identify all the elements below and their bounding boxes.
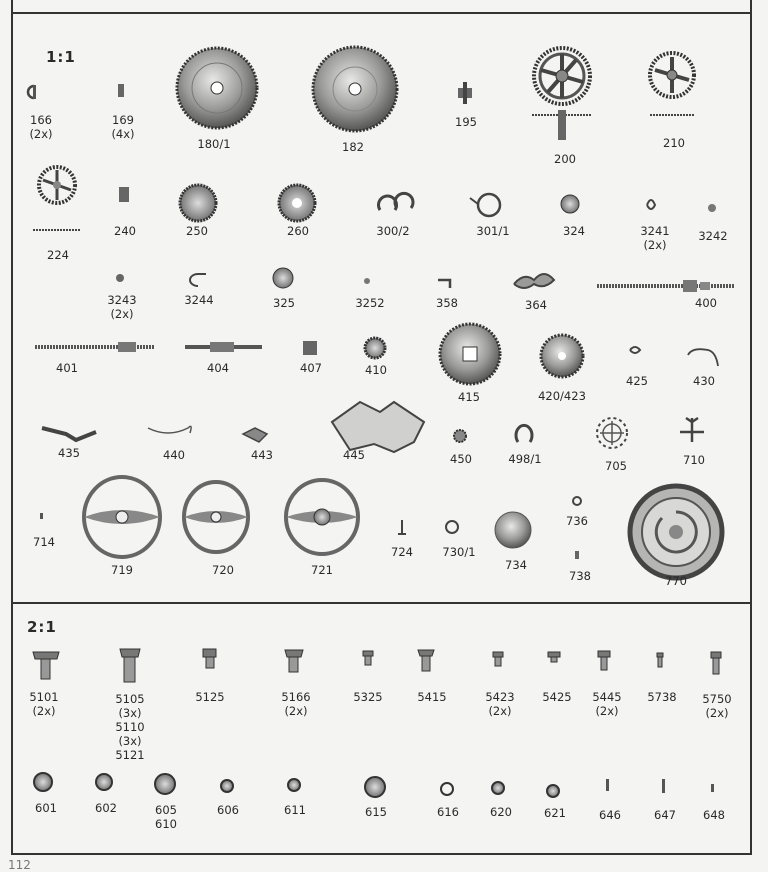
label-410: 410	[365, 363, 387, 377]
label-425: 425	[626, 374, 648, 388]
label-443: 443	[251, 448, 273, 462]
part-169-pin	[118, 84, 124, 97]
part-710-fork	[680, 418, 704, 442]
part-325	[273, 268, 293, 288]
part-358	[438, 280, 450, 288]
screw-5166	[285, 650, 303, 672]
label-415: 415	[458, 390, 480, 404]
label-404: 404	[207, 361, 229, 375]
screw-5415	[418, 650, 434, 671]
label-616: 616	[437, 805, 459, 819]
label-450: 450	[450, 452, 472, 466]
part-430	[688, 349, 718, 366]
part-250-wheel	[180, 185, 216, 221]
part-300-2-spring	[379, 193, 414, 210]
label-445: 445	[343, 448, 365, 462]
screw-5125	[203, 649, 216, 668]
part-410	[365, 338, 385, 358]
page-number: 112	[8, 858, 31, 872]
part-435	[42, 428, 96, 440]
label-615: 615	[365, 805, 387, 819]
label-621: 621	[544, 806, 566, 820]
part-364	[514, 274, 554, 288]
screw-5738	[657, 653, 663, 667]
label-200: 200	[554, 152, 576, 166]
label-730-1: 730/1	[442, 545, 476, 559]
label-736: 736	[566, 514, 588, 528]
label-250: 250	[186, 224, 208, 238]
part-224-wheel	[33, 167, 80, 230]
part-400-stem	[597, 280, 735, 292]
label-401: 401	[56, 361, 78, 375]
label-300-2: 300/2	[376, 224, 410, 238]
label-5415: 5415	[417, 690, 447, 704]
screw-5445	[598, 651, 610, 670]
label-724: 724	[391, 545, 413, 559]
screw-5750	[711, 652, 721, 674]
part-200-wheel	[532, 48, 592, 140]
part-3241	[647, 200, 655, 209]
label-3243: 3243 (2x)	[107, 293, 137, 321]
label-364: 364	[525, 298, 547, 312]
part-210-wheel	[650, 53, 695, 115]
label-770: 770	[665, 574, 687, 588]
label-5101: 5101 (2x)	[29, 690, 59, 718]
label-5425: 5425	[542, 690, 572, 704]
label-602: 602	[95, 801, 117, 815]
label-301-1: 301/1	[476, 224, 510, 238]
label-648: 648	[703, 808, 725, 822]
jewel-620	[492, 782, 504, 794]
label-714: 714	[33, 535, 55, 549]
part-450	[454, 430, 466, 442]
part-724	[398, 520, 406, 534]
part-3242	[708, 204, 716, 212]
label-169: 169 (4x)	[111, 113, 135, 141]
scale-label-2to1: 2:1	[27, 618, 57, 636]
part-770-barrel	[630, 486, 722, 578]
part-720-balance	[184, 482, 248, 552]
part-738	[575, 551, 579, 559]
part-705-escape-wheel	[597, 418, 627, 448]
label-3252: 3252	[355, 296, 385, 310]
label-166: 166 (2x)	[29, 113, 53, 141]
label-407: 407	[300, 361, 322, 375]
label-195: 195	[455, 115, 477, 129]
part-721-balance	[286, 480, 358, 554]
label-734: 734	[505, 558, 527, 572]
part-445-bridge	[332, 402, 424, 452]
label-605-610: 605 610	[155, 803, 177, 831]
jewel-602	[96, 774, 112, 790]
part-301-1-ring	[478, 194, 500, 216]
label-738: 738	[569, 569, 591, 583]
label-5445: 5445 (2x)	[592, 690, 622, 718]
label-5105-5110-5121: 5105 (3x) 5110 (3x) 5121	[115, 692, 145, 762]
jewel-647	[662, 779, 665, 793]
label-325: 325	[273, 296, 295, 310]
label-210: 210	[663, 136, 685, 150]
label-400: 400	[695, 296, 717, 310]
part-730-1	[446, 521, 458, 533]
label-3242: 3242	[698, 229, 728, 243]
label-705: 705	[605, 459, 627, 473]
part-734-plate	[495, 512, 531, 548]
part-425	[630, 347, 640, 353]
part-498-1	[516, 425, 532, 442]
label-3241: 3241 (2x)	[640, 224, 670, 252]
label-601: 601	[35, 801, 57, 815]
part-3252	[364, 278, 370, 284]
part-407	[303, 341, 317, 355]
jewel-605	[155, 774, 175, 794]
label-3244: 3244	[184, 293, 214, 307]
screw-5325	[363, 651, 373, 665]
part-180-1-wheel	[177, 48, 257, 128]
label-498-1: 498/1	[508, 452, 542, 466]
label-430: 430	[693, 374, 715, 388]
part-195-pinion	[458, 82, 472, 104]
part-736	[573, 497, 581, 505]
jewel-611	[288, 779, 300, 791]
label-606: 606	[217, 803, 239, 817]
screw-5105	[120, 649, 140, 682]
label-224: 224	[47, 248, 69, 262]
label-719: 719	[111, 563, 133, 577]
jewel-615	[365, 777, 385, 797]
jewel-648	[711, 784, 714, 792]
part-420-423-wheel	[541, 335, 583, 377]
scale-label-1to1: 1:1	[46, 48, 76, 66]
label-240: 240	[114, 224, 136, 238]
label-358: 358	[436, 296, 458, 310]
part-440	[148, 426, 191, 433]
label-5125: 5125	[195, 690, 225, 704]
screw-5423	[493, 652, 503, 666]
label-435: 435	[58, 446, 80, 460]
label-611: 611	[284, 803, 306, 817]
label-721: 721	[311, 563, 333, 577]
label-5423: 5423 (2x)	[485, 690, 515, 718]
label-620: 620	[490, 805, 512, 819]
label-720: 720	[212, 563, 234, 577]
jewel-606	[221, 780, 233, 792]
part-443	[243, 428, 267, 442]
label-710: 710	[683, 453, 705, 467]
label-180-1: 180/1	[197, 137, 231, 151]
label-182: 182	[342, 140, 364, 154]
label-420-423: 420/423	[538, 389, 586, 403]
part-714	[40, 513, 43, 519]
part-240-pinion	[119, 187, 129, 202]
part-182-wheel	[313, 47, 397, 131]
label-647: 647	[654, 808, 676, 822]
label-324: 324	[563, 224, 585, 238]
label-5166: 5166 (2x)	[281, 690, 311, 718]
screw-5425	[548, 652, 560, 662]
label-5750: 5750 (2x)	[702, 692, 732, 720]
jewel-646	[606, 779, 609, 791]
jewel-621	[547, 785, 559, 797]
label-5738: 5738	[647, 690, 677, 704]
jewel-616	[441, 783, 453, 795]
label-260: 260	[287, 224, 309, 238]
jewel-601	[34, 773, 52, 791]
part-415-wheel	[440, 324, 500, 384]
part-3244	[190, 274, 198, 286]
part-324	[561, 195, 579, 213]
part-401-stem	[35, 342, 155, 352]
label-5325: 5325	[353, 690, 383, 704]
label-646: 646	[599, 808, 621, 822]
part-404-stem	[185, 342, 262, 352]
part-719-balance	[84, 477, 160, 557]
screw-5101	[33, 652, 59, 679]
part-3243	[116, 274, 124, 282]
label-440: 440	[163, 448, 185, 462]
